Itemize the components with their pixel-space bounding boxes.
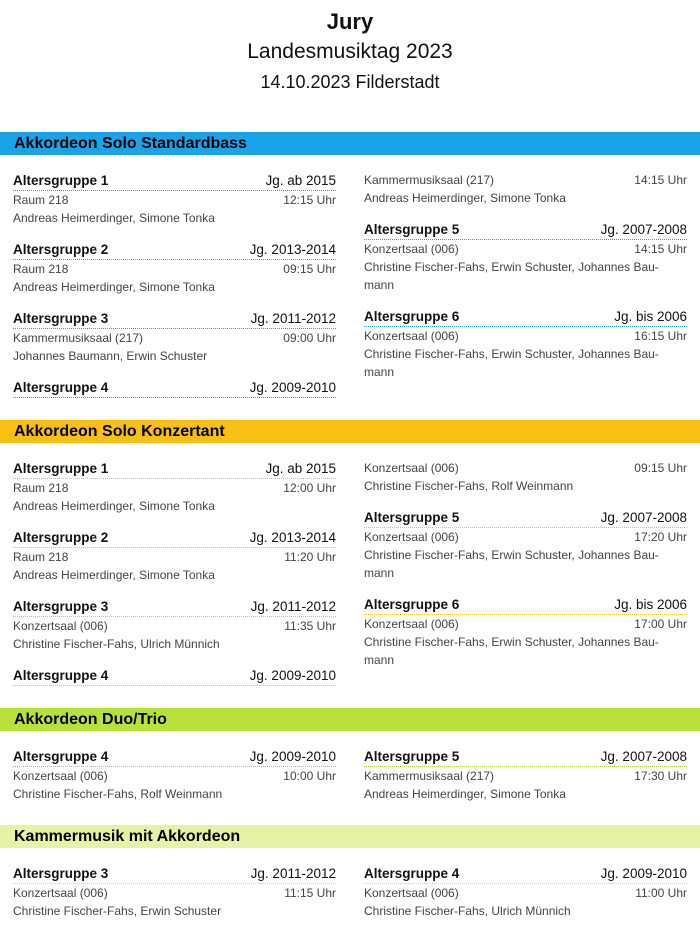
- time: 09:15 Uhr: [283, 262, 336, 276]
- section-title-standardbass: Akkordeon Solo Standardbass: [0, 132, 700, 155]
- time: 17:20 Uhr: [634, 530, 687, 544]
- group-header: [13, 865, 336, 884]
- room-row: [364, 327, 687, 345]
- jury: Christine Fischer-Fahs, Erwin Schuster, Johannes Bau-: [364, 635, 659, 649]
- column-right: [364, 748, 687, 817]
- group-name: Altersgruppe 3: [13, 311, 109, 326]
- group-name: Altersgruppe 6: [364, 309, 460, 324]
- group-years: Jg. 2009-2010: [249, 668, 336, 683]
- column-left: [13, 865, 336, 934]
- age-group: [13, 241, 336, 296]
- group-years: Jg. 2007-2008: [600, 510, 687, 525]
- room-row: [13, 767, 336, 785]
- event-date: 14.10.2023 Filderstadt: [260, 72, 440, 92]
- group-name: Altersgruppe 1: [13, 461, 109, 476]
- jury-continued: mann: [364, 566, 395, 580]
- group-header: [13, 310, 336, 329]
- section-kammermusik: [0, 825, 700, 934]
- group-years: Jg. 2007-2008: [600, 222, 687, 237]
- room: Konzertsaal (006): [13, 886, 108, 900]
- group-header: [364, 308, 687, 327]
- room: Konzertsaal (006): [364, 886, 459, 900]
- room: Raum 218: [13, 550, 69, 564]
- room: Kammermusiksaal (217): [13, 331, 144, 345]
- age-group: [13, 172, 336, 227]
- jury: Andreas Heimerdinger, Simone Tonka: [13, 211, 215, 225]
- jury: Christine Fischer-Fahs, Rolf Weinmann: [13, 787, 223, 801]
- group-header: [13, 598, 336, 617]
- group-name: Altersgruppe 2: [13, 242, 109, 257]
- jury: Christine Fischer-Fahs, Erwin Schuster, Johannes Bau-: [364, 347, 659, 361]
- age-group: [13, 667, 336, 686]
- jury: Christine Fischer-Fahs, Erwin Schuster: [13, 904, 222, 918]
- room: Konzertsaal (006): [364, 329, 459, 343]
- time: 11:35 Uhr: [284, 619, 336, 633]
- time: 11:15 Uhr: [284, 886, 336, 900]
- group-header: [13, 241, 336, 260]
- time: 11:00 Uhr: [635, 886, 687, 900]
- room-row: [364, 884, 687, 902]
- group-years: Jg. bis 2006: [614, 309, 687, 324]
- group-header: [364, 509, 687, 528]
- room-row: [364, 767, 687, 785]
- room-row: [364, 615, 687, 633]
- room-row: [13, 260, 336, 278]
- group-name: Altersgruppe 6: [364, 597, 460, 612]
- room: Konzertsaal (006): [13, 619, 108, 633]
- jury: Andreas Heimerdinger, Simone Tonka: [13, 568, 215, 582]
- group-name: Altersgruppe 4: [13, 668, 109, 683]
- group-years: Jg. 2011-2012: [250, 311, 336, 326]
- group-years: Jg. bis 2006: [614, 597, 687, 612]
- time: 09:15 Uhr: [634, 461, 687, 475]
- jury-continued: mann: [364, 365, 395, 379]
- page-subtitle: Landesmusiktag 2023: [247, 40, 453, 63]
- group-header: [13, 460, 336, 479]
- room: Konzertsaal (006): [364, 461, 459, 475]
- group-header: [13, 667, 336, 686]
- group-header: [13, 529, 336, 548]
- group-header: [364, 748, 687, 767]
- time: 16:15 Uhr: [634, 329, 687, 343]
- age-group-continued: [364, 459, 687, 495]
- column-left: [13, 172, 336, 412]
- time: 14:15 Uhr: [634, 173, 687, 187]
- section-title-kammermusik: Kammermusik mit Akkordeon: [0, 825, 700, 848]
- time: 17:30 Uhr: [634, 769, 687, 783]
- jury-continued: mann: [364, 653, 395, 667]
- column-right: [364, 865, 687, 934]
- group-years: Jg. 2009-2010: [249, 380, 336, 395]
- time: 11:20 Uhr: [284, 550, 336, 564]
- room: Konzertsaal (006): [13, 769, 108, 783]
- section-konzertant: [0, 420, 700, 700]
- room-row: [13, 884, 336, 902]
- room-row: [13, 329, 336, 347]
- section-title-konzertant: Akkordeon Solo Konzertant: [0, 420, 700, 443]
- group-name: Altersgruppe 4: [13, 749, 109, 764]
- room-row: [13, 479, 336, 497]
- page-title: Jury: [326, 9, 374, 34]
- age-group: [364, 221, 687, 294]
- jury: Andreas Heimerdinger, Simone Tonka: [364, 787, 566, 801]
- section-duo-trio: [0, 708, 700, 817]
- group-header: [13, 172, 336, 191]
- group-years: Jg. 2009-2010: [600, 866, 687, 881]
- page-header: [0, 0, 700, 116]
- group-name: Altersgruppe 3: [13, 866, 109, 881]
- group-years: Jg. 2013-2014: [249, 242, 336, 257]
- age-group: [13, 529, 336, 584]
- group-years: Jg. 2011-2012: [250, 866, 336, 881]
- group-name: Altersgruppe 3: [13, 599, 109, 614]
- group-name: Altersgruppe 4: [364, 866, 460, 881]
- group-years: Jg. ab 2015: [265, 461, 336, 476]
- time: 14:15 Uhr: [634, 242, 687, 256]
- jury: Christine Fischer-Fahs, Ulrich Münnich: [13, 637, 220, 651]
- room-row: [364, 240, 687, 258]
- age-group-continued: [364, 171, 687, 207]
- age-group: [364, 748, 687, 803]
- room: Raum 218: [13, 193, 69, 207]
- jury: Christine Fischer-Fahs, Rolf Weinmann: [364, 479, 574, 493]
- group-name: Altersgruppe 1: [13, 173, 109, 188]
- column-left: [13, 748, 336, 817]
- group-header: [364, 865, 687, 884]
- time: 10:00 Uhr: [283, 769, 336, 783]
- room: Kammermusiksaal (217): [364, 769, 495, 783]
- group-name: Altersgruppe 5: [364, 222, 460, 237]
- age-group: [13, 748, 336, 803]
- group-name: Altersgruppe 4: [13, 380, 109, 395]
- column-right: [364, 172, 687, 412]
- room-row: [13, 617, 336, 635]
- room: Raum 218: [13, 481, 69, 495]
- group-years: Jg. 2013-2014: [249, 530, 336, 545]
- group-years: Jg. 2011-2012: [250, 599, 336, 614]
- age-group: [13, 865, 336, 920]
- time: 12:00 Uhr: [283, 481, 336, 495]
- time: 17:00 Uhr: [634, 617, 687, 631]
- room-row: [364, 171, 687, 189]
- group-header: [364, 221, 687, 240]
- jury: Andreas Heimerdinger, Simone Tonka: [13, 280, 215, 294]
- age-group: [13, 379, 336, 398]
- room: Kammermusiksaal (217): [364, 173, 495, 187]
- room: Konzertsaal (006): [364, 617, 459, 631]
- jury: Andreas Heimerdinger, Simone Tonka: [364, 191, 566, 205]
- group-header: [364, 596, 687, 615]
- time: 09:00 Uhr: [283, 331, 336, 345]
- room: Raum 218: [13, 262, 69, 276]
- room-row: [13, 191, 336, 209]
- age-group: [364, 509, 687, 582]
- room-row: [13, 548, 336, 566]
- room-row: [364, 528, 687, 546]
- age-group: [13, 310, 336, 365]
- age-group: [364, 865, 687, 920]
- group-years: Jg. 2009-2010: [249, 749, 336, 764]
- section-standardbass: [0, 132, 700, 412]
- jury: Christine Fischer-Fahs, Erwin Schuster, Johannes Bau-: [364, 548, 659, 562]
- room-row: [364, 459, 687, 477]
- room: Konzertsaal (006): [364, 530, 459, 544]
- jury: Andreas Heimerdinger, Simone Tonka: [13, 499, 215, 513]
- group-header: [13, 748, 336, 767]
- age-group: [13, 460, 336, 515]
- group-years: Jg. 2007-2008: [600, 749, 687, 764]
- group-name: Altersgruppe 2: [13, 530, 109, 545]
- section-title-duo-trio: Akkordeon Duo/Trio: [0, 708, 700, 731]
- group-years: Jg. ab 2015: [265, 173, 336, 188]
- group-name: Altersgruppe 5: [364, 749, 460, 764]
- age-group: [13, 598, 336, 653]
- group-name: Altersgruppe 5: [364, 510, 460, 525]
- column-left: [13, 460, 336, 700]
- time: 12:15 Uhr: [283, 193, 336, 207]
- group-header: [13, 379, 336, 398]
- jury-continued: mann: [364, 278, 395, 292]
- jury: Johannes Baumann, Erwin Schuster: [13, 349, 208, 363]
- age-group: [364, 308, 687, 381]
- room: Konzertsaal (006): [364, 242, 459, 256]
- age-group: [364, 596, 687, 669]
- jury: Christine Fischer-Fahs, Ulrich Münnich: [364, 904, 571, 918]
- jury: Christine Fischer-Fahs, Erwin Schuster, Johannes Bau-: [364, 260, 659, 274]
- column-right: [364, 460, 687, 700]
